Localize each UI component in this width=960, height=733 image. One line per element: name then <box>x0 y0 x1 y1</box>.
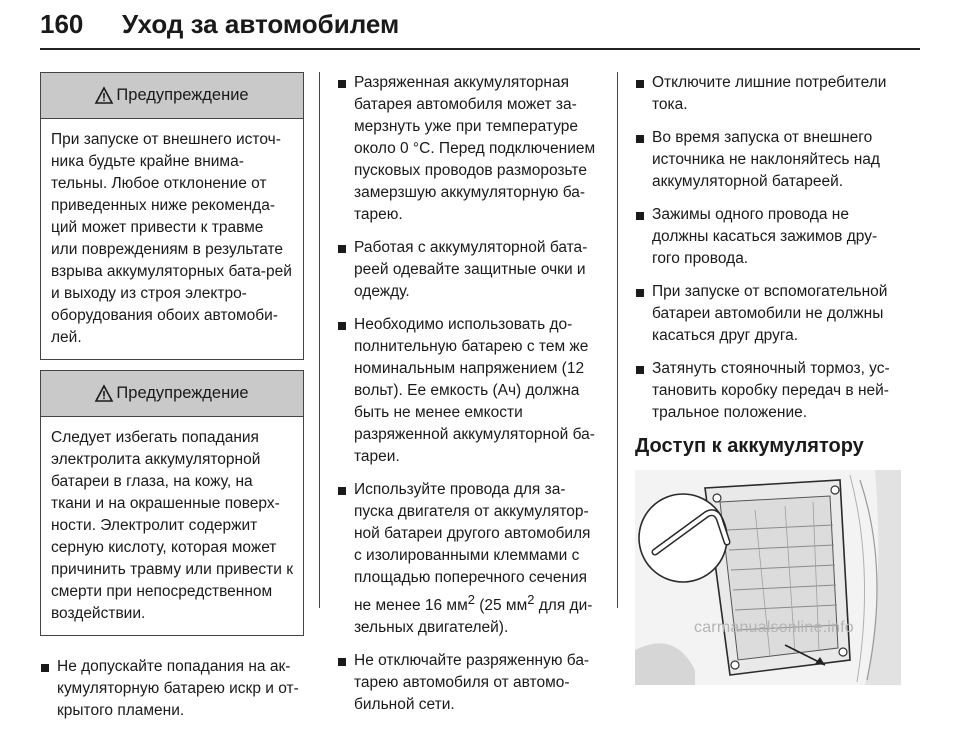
list-item <box>337 237 601 303</box>
list-item-text: Разряженная аккумуляторная батарея автомобиля может за-мерзнуть уже при температуре около 0 °C. Перед подключением пусковых проводов разморозьте замерзшую аккумуляторную ба-тарею. <box>354 74 596 223</box>
list-item-text: При запуске от вспомогательной батареи автомобили не должны касаться друг друга. <box>652 283 888 344</box>
square-bullet-icon <box>636 135 644 143</box>
warning-triangle-icon <box>95 87 113 104</box>
warning-text: При запуске от внешнего источ-ника будьте крайне внима-тельны. Любое отклонение от приведенных ниже рекоменда-ций может привести к травме или повреждениям в результате взрыва аккумуляторных бата-рей и выходу из строя электро-оборудования обоих автомоби-лей. <box>51 131 292 346</box>
battery-cover-drawing <box>635 470 901 685</box>
warning-box <box>40 370 304 636</box>
square-bullet-icon <box>338 487 346 495</box>
column-1 <box>40 72 304 733</box>
list-item <box>337 72 601 226</box>
list-item-text: Работая с аккумуляторной бата-реей одевайте защитные очки и одежду. <box>354 239 588 300</box>
warning-header <box>41 371 303 417</box>
square-bullet-icon <box>636 366 644 374</box>
list-item <box>337 650 601 716</box>
list-item <box>635 72 901 116</box>
bullet-list <box>337 72 601 716</box>
square-bullet-icon <box>636 212 644 220</box>
list-item-text: Во время запуска от внешнего источника не наклоняйтесь над аккумуляторной батареей. <box>652 129 880 190</box>
column-divider <box>319 72 320 608</box>
warning-heading: Предупреждение <box>116 384 249 402</box>
square-bullet-icon <box>636 80 644 88</box>
warning-box <box>40 72 304 360</box>
list-item-text: Зажимы одного провода не должны касаться зажимов дру-гого провода. <box>652 206 878 267</box>
list-item <box>635 358 901 424</box>
warning-triangle-icon <box>95 385 113 402</box>
section-heading: Доступ к аккумулятору <box>635 435 864 457</box>
square-bullet-icon <box>41 664 49 672</box>
warning-header <box>41 73 303 119</box>
list-item-text: Используйте провода для за-пуска двигателя от аккумулятор-ной батареи другого автомобиля с изолированными клеммами с площадью поперечного сечения не менее 16 $мм^2$ (25 $мм^2$ для ди-зельных двигателей). <box>354 481 593 637</box>
list-item-text: Не отключайте разряженную ба-тарею автомобиля от автомо-бильной сети. <box>354 652 590 714</box>
warning-text: Следует избегать попадания электролита аккумуляторной батареи в глаза, на кожу, на ткани и на окрашенные поверх-ности. Электролит содержит серную кислоту, которая может причинить травму или привести к смерти при непосредственном воздействии. <box>51 429 294 622</box>
list-item-text: Отключите лишние потребители тока. <box>652 74 887 113</box>
square-bullet-icon <box>338 658 346 666</box>
list-item <box>40 656 304 722</box>
list-item-text: Необходимо использовать до-полнительную батарею с тем же номинальным напряжением (12 вольт). Ее емкость (Ач) должна быть не менее емкости разряженной аккумуляторной ба-тареи. <box>354 316 595 465</box>
bullet-list <box>40 656 304 722</box>
column-divider <box>617 72 618 608</box>
list-item <box>635 281 901 347</box>
column-2 <box>337 72 601 727</box>
header-rule <box>40 48 920 50</box>
warning-heading: Предупреждение <box>116 86 249 104</box>
watermark: carmanualsonline.info <box>694 619 854 636</box>
list-item-text: Не допускайте попадания на ак-кумуляторную батарею искр и от-крытого пламени. <box>57 658 299 719</box>
square-bullet-icon <box>338 80 346 88</box>
battery-access-illustration <box>635 470 901 685</box>
list-item <box>635 204 901 270</box>
list-item-text: Затянуть стояночный тормоз, ус-тановить коробку передач в ней-тральное положение. <box>652 360 890 421</box>
page-number: 160 <box>40 9 84 39</box>
list-item <box>337 479 601 639</box>
column-3 <box>635 72 901 685</box>
square-bullet-icon <box>338 322 346 330</box>
square-bullet-icon <box>636 289 644 297</box>
page-header <box>0 0 960 50</box>
square-bullet-icon <box>338 245 346 253</box>
bullet-list <box>635 72 901 424</box>
page-title: Уход за автомобилем <box>122 9 400 39</box>
list-item <box>635 127 901 193</box>
list-item <box>337 314 601 468</box>
